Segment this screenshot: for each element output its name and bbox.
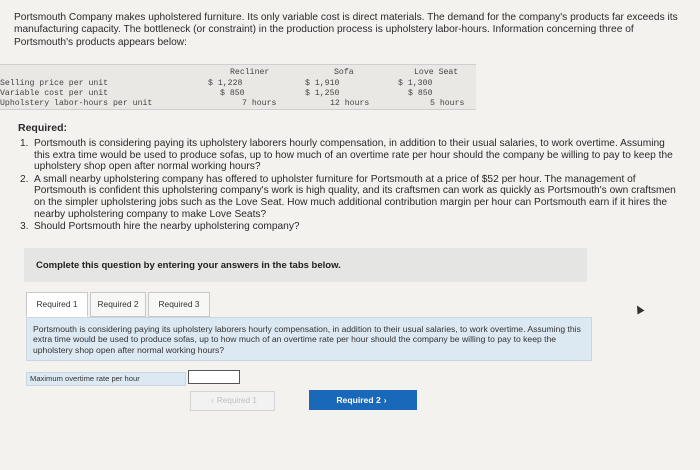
prev-required-button[interactable]	[190, 391, 275, 411]
tab-content-panel	[26, 317, 592, 361]
cell-sofa-price: $ 1,910	[305, 79, 340, 88]
cell-recliner-hours: 7 hours	[242, 99, 277, 108]
next-required-button[interactable]	[309, 390, 417, 410]
requirements-list	[20, 138, 680, 234]
row-label-labor-hours: Upholstery labor-hours per unit	[0, 99, 153, 108]
row-label-variable-cost: Variable cost per unit	[0, 89, 109, 98]
instructions-text: Complete this question by entering your answers in the tabs below.	[36, 260, 341, 271]
mouse-cursor-icon	[634, 304, 645, 315]
next-button-label: Required 2	[336, 395, 381, 405]
requirement-text: A small nearby upholstering company has offered to upholster furniture for Portsmouth at a price of $52 per hour. The management of Portsmouth is confident this upholstering company's work is high quality, and its craftsmen can work as quickly as Portsmouth's own craftsmen on the simpler upholstering jobs such as the Love Seat. How much additional contribution margin per hour can Portsmouth earn if it hires the nearby upholstering company to make Love Seats?	[34, 173, 676, 220]
column-header-love-seat: Love Seat	[414, 68, 459, 77]
product-data-table	[0, 64, 476, 110]
cell-love-seat-hours: 5 hours	[430, 99, 465, 108]
cell-recliner-variable-cost: $ 850	[220, 89, 245, 98]
requirement-text: Portsmouth is considering paying its upholstery laborers hourly compensation, in addition to their usual salaries, to work overtime. Assuming this extra time would be used to produce sofas, up to how much of an overtime rate per hour should the company be willing to pay to keep the upholstery shop open after normal working hours?	[34, 138, 673, 173]
cell-sofa-hours: 12 hours	[330, 99, 370, 108]
instructions-panel	[24, 248, 587, 282]
row-label-selling-price: Selling price per unit	[0, 79, 109, 88]
problem-intro: Portsmouth Company makes upholstered furniture. Its only variable cost is direct materials. The demand for the company's products far exceeds its manufacturing capacity. The bottleneck (or constraint) in the production process is upholstery labor-hours. Information concerning three of Portsmouth's products appears below:	[14, 12, 678, 48]
cell-love-seat-variable-cost: $ 850	[408, 89, 433, 98]
cell-love-seat-price: $ 1,300	[398, 79, 433, 88]
prev-button-label: Required 1	[216, 396, 257, 405]
required-heading: Required:	[18, 122, 68, 134]
tab-required-3[interactable]: Required 3	[148, 292, 210, 317]
column-header-sofa: Sofa	[334, 68, 354, 77]
tab-required-1[interactable]: Required 1	[26, 292, 88, 317]
chevron-left-icon: ‹	[211, 396, 214, 405]
tab-question-text: Portsmouth is considering paying its upholstery laborers hourly compensation, in addition to their usual salaries, to work overtime. Assuming this extra time would be used to produce sofas, up to how much of an overtime rate per hour should the company be willing to pay to keep the upholstery shop open after normal working hours?	[33, 324, 581, 355]
answer-label: Maximum overtime rate per hour	[26, 372, 186, 386]
requirement-number: 3.	[20, 221, 29, 233]
requirement-number: 2.	[20, 173, 29, 185]
overtime-rate-input[interactable]	[188, 370, 240, 384]
requirement-text: Should Portsmouth hire the nearby upholstering company?	[34, 221, 300, 233]
tab-required-2[interactable]: Required 2	[90, 292, 146, 317]
cell-sofa-variable-cost: $ 1,250	[305, 89, 340, 98]
requirement-item	[20, 174, 680, 220]
chevron-right-icon: ›	[383, 395, 387, 405]
requirement-number: 1.	[20, 138, 29, 149]
requirement-item	[20, 221, 680, 233]
cell-recliner-price: $ 1,228	[208, 79, 243, 88]
column-header-recliner: Recliner	[230, 68, 270, 77]
requirement-item	[20, 138, 680, 173]
